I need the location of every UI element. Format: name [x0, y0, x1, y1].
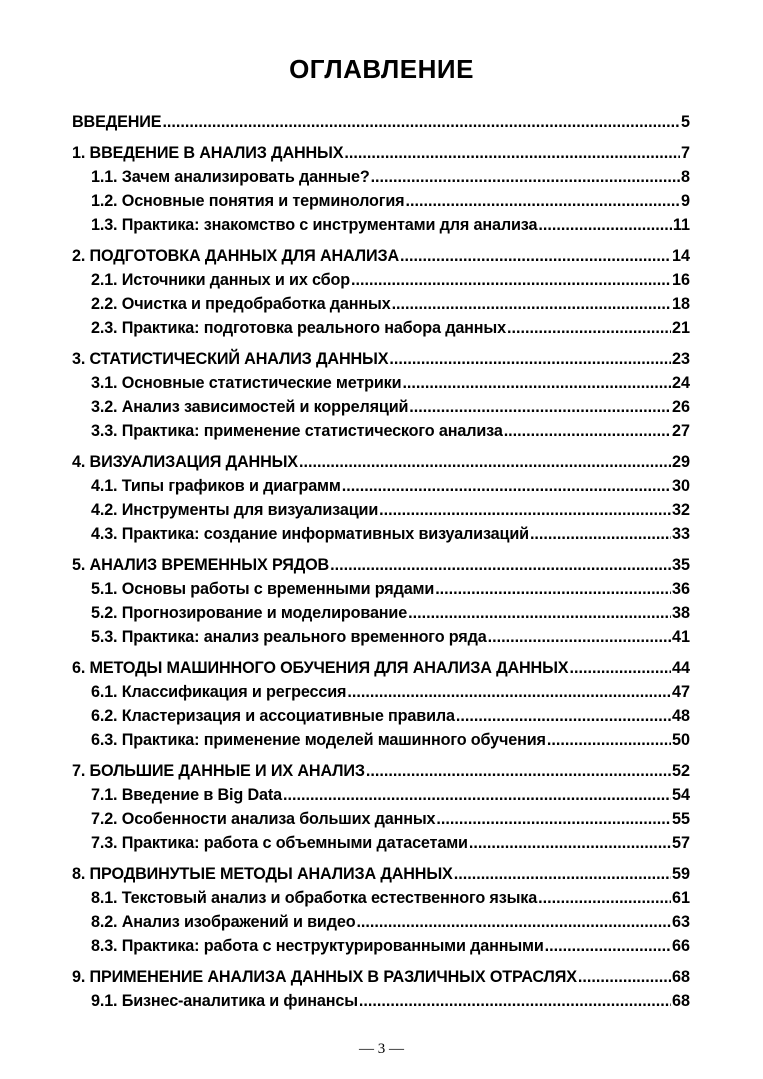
- toc-chapter-entry[interactable]: [72, 762, 690, 786]
- toc-section-entry[interactable]: [72, 628, 690, 652]
- toc-chapters: [72, 144, 690, 1016]
- page-title: ОГЛАВЛЕНИЕ: [289, 54, 474, 84]
- toc-entry-page: 54: [671, 786, 690, 804]
- toc-entry-label: 6. МЕТОДЫ МАШИННОГО ОБУЧЕНИЯ ДЛЯ АНАЛИЗА ДАННЫХ: [72, 659, 569, 677]
- toc-leader-dots: [488, 628, 671, 647]
- toc-chapter: [72, 659, 690, 755]
- toc-leader-dots: [402, 374, 671, 393]
- toc-leader-dots: [379, 501, 671, 520]
- toc-chapter: [72, 762, 690, 858]
- toc-entry-intro[interactable]: [72, 113, 690, 137]
- toc-entry-page: 47: [671, 683, 690, 701]
- toc-entry-page: 11: [672, 216, 690, 234]
- toc-entry-label: 8.3. Практика: работа с неструктурированными данными: [91, 937, 544, 955]
- toc-entry-page: 68: [671, 992, 690, 1010]
- toc-entry-page: 48: [671, 707, 690, 725]
- toc-entry-label: 9.1. Бизнес-аналитика и финансы: [91, 992, 358, 1010]
- toc-leader-dots: [435, 580, 671, 599]
- toc-entry-page: 5: [680, 113, 690, 131]
- toc-section-entry[interactable]: [72, 271, 690, 295]
- toc-entry-label: 5.2. Прогнозирование и моделирование: [91, 604, 408, 622]
- toc-entry-page: 14: [671, 247, 690, 265]
- toc-chapter: [72, 968, 690, 1016]
- toc-entry-label: 5. АНАЛИЗ ВРЕМЕННЫХ РЯДОВ: [72, 556, 330, 574]
- toc-leader-dots: [389, 350, 671, 369]
- toc-entry-page: 66: [671, 937, 690, 955]
- table-of-contents: [72, 113, 690, 1023]
- toc-entry-page: 33: [671, 525, 690, 543]
- toc-section-entry[interactable]: [72, 731, 690, 755]
- toc-leader-dots: [456, 707, 671, 726]
- toc-leader-dots: [392, 295, 671, 314]
- toc-entry-label: 4.1. Типы графиков и диаграмм: [91, 477, 341, 495]
- toc-leader-dots: [408, 604, 671, 623]
- toc-section-entry[interactable]: [72, 913, 690, 937]
- toc-chapter: [72, 556, 690, 652]
- toc-section-entry[interactable]: [72, 525, 690, 549]
- toc-chapter-entry[interactable]: [72, 659, 690, 683]
- toc-entry-page: 61: [671, 889, 690, 907]
- toc-entry-page: 30: [671, 477, 690, 495]
- toc-entry-page: 44: [671, 659, 690, 677]
- toc-entry-label: 1.2. Основные понятия и терминология: [91, 192, 405, 210]
- toc-chapter: [72, 350, 690, 446]
- toc-entry-label: 3.3. Практика: применение статистического анализа: [91, 422, 503, 440]
- toc-chapter: [72, 453, 690, 549]
- toc-entry-page: 24: [671, 374, 690, 392]
- toc-leader-dots: [545, 937, 671, 956]
- toc-chapter-entry[interactable]: [72, 968, 690, 992]
- toc-leader-dots: [351, 271, 671, 290]
- toc-section-entry[interactable]: [72, 422, 690, 446]
- toc-entry-label: 1.1. Зачем анализировать данные?: [91, 168, 370, 186]
- toc-leader-dots: [371, 168, 680, 187]
- toc-entry-label: 6.2. Кластеризация и ассоциативные правила: [91, 707, 455, 725]
- toc-entry-page: 38: [671, 604, 690, 622]
- toc-section-entry[interactable]: [72, 992, 690, 1016]
- toc-entry-page: 27: [671, 422, 690, 440]
- toc-chapter-entry[interactable]: [72, 350, 690, 374]
- toc-entry-page: 59: [671, 865, 690, 883]
- toc-entry-label: 2.1. Источники данных и их сбор: [91, 271, 350, 289]
- toc-section-entry[interactable]: [72, 580, 690, 604]
- toc-entry-page: 9: [680, 192, 690, 210]
- toc-entry-page: 26: [671, 398, 690, 416]
- toc-entry-label: 2. ПОДГОТОВКА ДАННЫХ ДЛЯ АНАЛИЗА: [72, 247, 399, 265]
- toc-entry-label: 2.2. Очистка и предобработка данных: [91, 295, 391, 313]
- toc-leader-dots: [359, 992, 671, 1011]
- toc-entry-page: 52: [671, 762, 690, 780]
- toc-section-entry[interactable]: [72, 192, 690, 216]
- toc-section-entry[interactable]: [72, 786, 690, 810]
- toc-section-entry[interactable]: [72, 707, 690, 731]
- toc-entry-page: 32: [671, 501, 690, 519]
- toc-entry-label: 1.3. Практика: знакомство с инструментами для анализа: [91, 216, 538, 234]
- toc-entry-page: 16: [671, 271, 690, 289]
- toc-leader-dots: [469, 834, 671, 853]
- toc-entry-page: 55: [671, 810, 690, 828]
- toc-section-entry[interactable]: [72, 810, 690, 834]
- page-number: — 3 —: [359, 1041, 404, 1057]
- toc-chapter-entry[interactable]: [72, 453, 690, 477]
- toc-chapter-entry[interactable]: [72, 865, 690, 889]
- toc-leader-dots: [538, 889, 671, 908]
- toc-leader-dots: [162, 113, 680, 132]
- toc-leader-dots: [400, 247, 671, 266]
- toc-entry-label: 7. БОЛЬШИЕ ДАННЫЕ И ИХ АНАЛИЗ: [72, 762, 365, 780]
- toc-leader-dots: [299, 453, 671, 472]
- toc-entry-label: 1. ВВЕДЕНИЕ В АНАЛИЗ ДАННЫХ: [72, 144, 344, 162]
- toc-section-entry[interactable]: [72, 834, 690, 858]
- toc-chapter-entry[interactable]: [72, 144, 690, 168]
- toc-leader-dots: [578, 968, 671, 987]
- toc-entry-page: 29: [671, 453, 690, 471]
- toc-entry-label: 6.1. Классификация и регрессия: [91, 683, 347, 701]
- toc-entry-label: 3.2. Анализ зависимостей и корреляций: [91, 398, 409, 416]
- toc-leader-dots: [347, 683, 671, 702]
- toc-leader-dots: [344, 144, 680, 163]
- toc-section-entry[interactable]: [72, 477, 690, 501]
- toc-leader-dots: [547, 731, 671, 750]
- toc-entry-label: 3.1. Основные статистические метрики: [91, 374, 402, 392]
- toc-section-entry[interactable]: [72, 398, 690, 422]
- toc-entry-page: 8: [680, 168, 690, 186]
- toc-entry-page: 7: [680, 144, 690, 162]
- toc-leader-dots: [342, 477, 671, 496]
- toc-intro: [72, 113, 690, 137]
- toc-entry-page: 36: [671, 580, 690, 598]
- toc-chapter: [72, 247, 690, 343]
- toc-section-entry[interactable]: [72, 889, 690, 913]
- toc-section-entry[interactable]: [72, 216, 690, 240]
- toc-leader-dots: [454, 865, 671, 884]
- toc-leader-dots: [507, 319, 671, 338]
- toc-entry-label: 7.2. Особенности анализа больших данных: [91, 810, 436, 828]
- toc-section-entry[interactable]: [72, 683, 690, 707]
- toc-entry-page: 57: [671, 834, 690, 852]
- toc-section-entry[interactable]: [72, 501, 690, 525]
- toc-entry-page: 41: [671, 628, 690, 646]
- toc-section-entry[interactable]: [72, 168, 690, 192]
- toc-entry-label: 4. ВИЗУАЛИЗАЦИЯ ДАННЫХ: [72, 453, 298, 471]
- toc-entry-label: 4.3. Практика: создание информативных визуализаций: [91, 525, 529, 543]
- toc-chapter: [72, 865, 690, 961]
- toc-entry-page: 35: [671, 556, 690, 574]
- toc-leader-dots: [405, 192, 680, 211]
- toc-entry-label: 9. ПРИМЕНЕНИЕ АНАЛИЗА ДАННЫХ В РАЗЛИЧНЫХ ОТРАСЛЯХ: [72, 968, 577, 986]
- toc-section-entry[interactable]: [72, 937, 690, 961]
- toc-entry-label: 3. СТАТИСТИЧЕСКИЙ АНАЛИЗ ДАННЫХ: [72, 350, 389, 368]
- toc-entry-page: 23: [671, 350, 690, 368]
- toc-leader-dots: [436, 810, 671, 829]
- toc-entry-label: 6.3. Практика: применение моделей машинного обучения: [91, 731, 546, 749]
- toc-entry-label: 5.1. Основы работы с временными рядами: [91, 580, 435, 598]
- toc-leader-dots: [538, 216, 672, 235]
- toc-section-entry[interactable]: [72, 295, 690, 319]
- toc-leader-dots: [356, 913, 671, 932]
- toc-chapter-entry[interactable]: [72, 247, 690, 271]
- toc-chapter: [72, 144, 690, 240]
- toc-section-entry[interactable]: [72, 604, 690, 628]
- toc-entry-label: 2.3. Практика: подготовка реального набора данных: [91, 319, 506, 337]
- toc-entry-page: 18: [671, 295, 690, 313]
- toc-leader-dots: [330, 556, 671, 575]
- toc-entry-label: 8.1. Текстовый анализ и обработка естественного языка: [91, 889, 538, 907]
- toc-leader-dots: [409, 398, 671, 417]
- toc-entry-label: 4.2. Инструменты для визуализации: [91, 501, 379, 519]
- toc-leader-dots: [283, 786, 671, 805]
- toc-entry-label: 8.2. Анализ изображений и видео: [91, 913, 356, 931]
- toc-leader-dots: [569, 659, 671, 678]
- toc-chapter-entry[interactable]: [72, 556, 690, 580]
- toc-leader-dots: [504, 422, 671, 441]
- toc-entry-page: 50: [671, 731, 690, 749]
- toc-entry-page: 21: [671, 319, 690, 337]
- toc-entry-page: 68: [671, 968, 690, 986]
- toc-leader-dots: [366, 762, 671, 781]
- toc-leader-dots: [530, 525, 671, 544]
- toc-section-entry[interactable]: [72, 374, 690, 398]
- toc-entry-label: 5.3. Практика: анализ реального временного ряда: [91, 628, 487, 646]
- toc-entry-label: ВВЕДЕНИЕ: [72, 113, 162, 131]
- toc-entry-label: 7.3. Практика: работа с объемными датасетами: [91, 834, 468, 852]
- toc-section-entry[interactable]: [72, 319, 690, 343]
- toc-entry-page: 63: [671, 913, 690, 931]
- toc-entry-label: 8. ПРОДВИНУТЫЕ МЕТОДЫ АНАЛИЗА ДАННЫХ: [72, 865, 453, 883]
- toc-entry-label: 7.1. Введение в Big Data: [91, 786, 282, 804]
